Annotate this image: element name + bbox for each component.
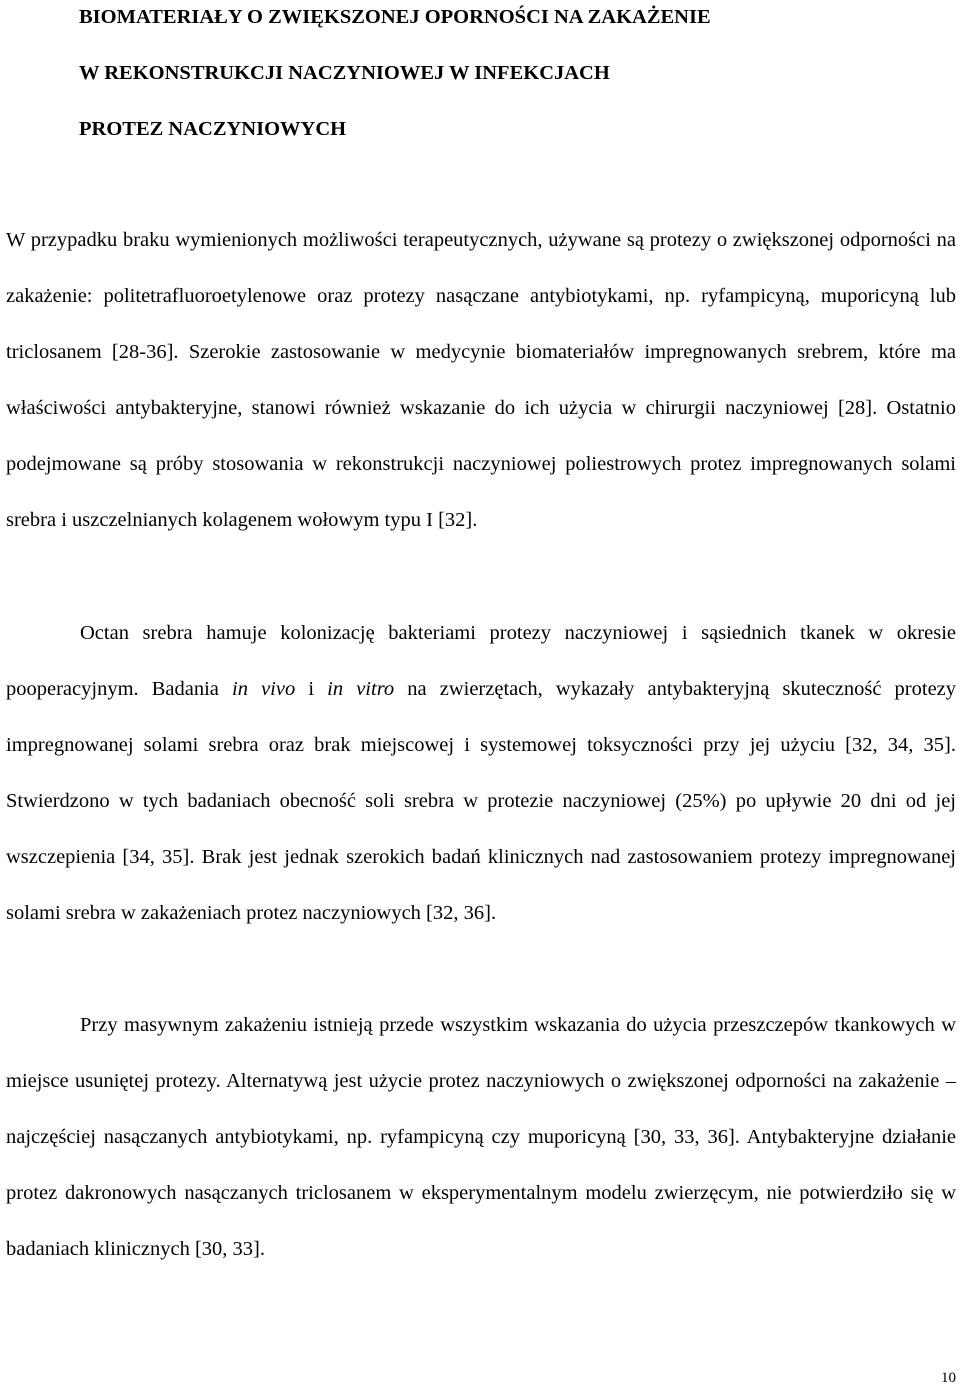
page-number: 10: [941, 1370, 956, 1386]
paragraph-3: Przy masywnym zakażeniu istnieją przede wszystkim wskazania do użycia przeszczepów tkankowych w miejsce usuniętej protezy. Alternatywą jest użycie protez naczyniowych o zwiększonej odporności na zakażenie – najczęściej nasączanych antybiotykami, np. ryfampicyną czy muporicyną [30, 33, 36]. Antybakteryjne działanie protez dakronowych nasączanych triclosanem w eksperymentalnym modelu zwierzęcym, nie potwierdziło się w badaniach klinicznych [30, 33].: [6, 1014, 956, 1261]
paragraph-2-text-a: Octan srebra hamuje kolonizację bakteriami protezy naczyniowej i sąsiednich tkanek w okresie pooperacyjnym. Badania: [6, 622, 956, 701]
section-title-line-3: PROTEZ NACZYNIOWYCH: [79, 118, 347, 140]
paragraph-2-italic-in-vivo: in vivo: [232, 678, 296, 701]
paragraph-2-italic-in-vitro: in vitro: [327, 678, 395, 701]
section-title-line-1: BIOMATERIAŁY O ZWIĘKSZONEJ OPORNOŚCI NA ZAKAŻENIE: [79, 6, 711, 28]
paragraph-2-text-b: i: [295, 678, 328, 701]
paragraph-1: W przypadku braku wymienionych możliwości terapeutycznych, używane są protezy o zwiększonej odporności na zakażenie: politetrafluoroetylenowe oraz protezy nasączane antybiotykami, np. ryfampicyną, muporicyną lub triclosanem [28-36]. Szerokie zastosowanie w medycynie biomateriałów impregnowanych srebrem, które ma właściwości antybakteryjne, stanowi również wskazanie do ich użycia w chirurgii naczyniowej [28]. Ostatnio podejmowane są próby stosowania w rekonstrukcji naczyniowej poliestrowych protez impregnowanych solami srebra i uszczelnianych kolagenem wołowym typu I [32].: [6, 229, 956, 532]
paragraph-2-text-c: na zwierzętach, wykazały antybakteryjną skuteczność protezy impregnowanej solami srebra oraz brak miejscowej i systemowej toksyczności przy jej użyciu [32, 34, 35]. Stwierdzono w tych badaniach obecność soli srebra w protezie naczyniowej (25%) po upływie 20 dni od jej wszczepienia [34, 35]. Brak jest jednak szerokich badań klinicznych nad zastosowaniem protezy impregnowanej solami srebra w zakażeniach protez naczyniowych [32, 36].: [6, 678, 957, 925]
paragraph-2: [6, 605, 956, 942]
section-title-line-2: W REKONSTRUKCJI NACZYNIOWEJ W INFEKCJACH: [79, 62, 610, 84]
